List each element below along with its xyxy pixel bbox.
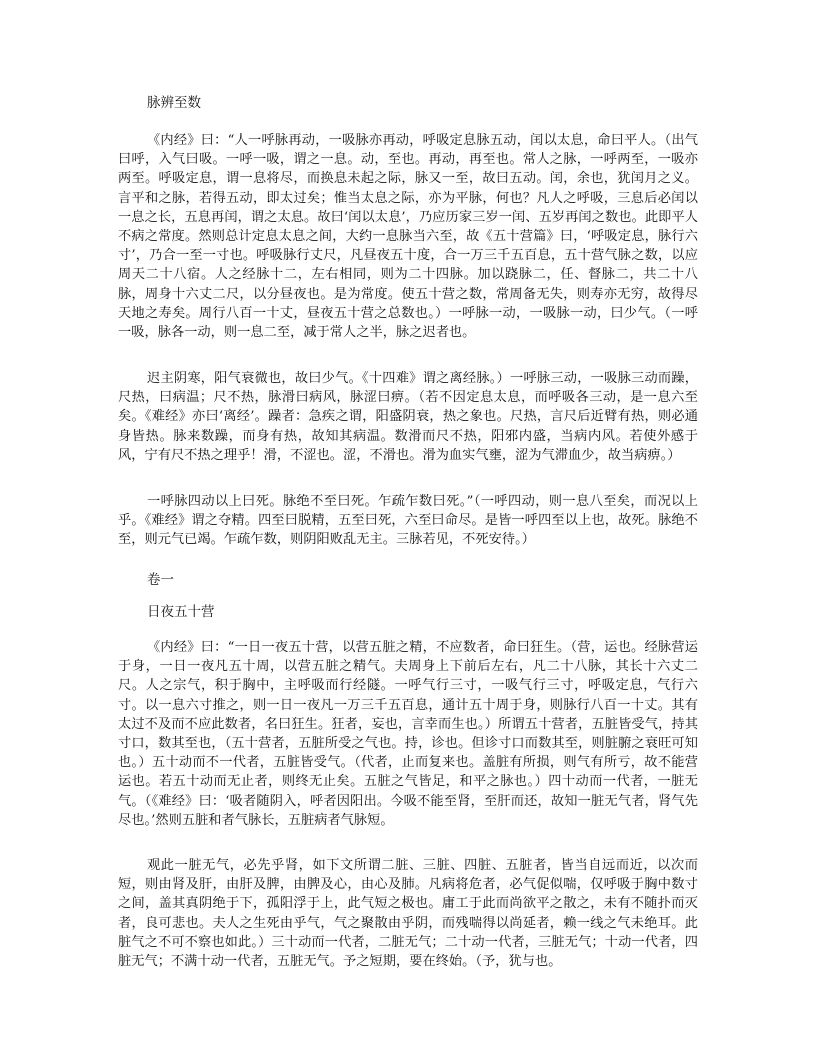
paragraph-3: 一呼脉四动以上曰死。脉绝不至曰死。乍疏乍数曰死。”（一呼四动，则一息八至矣，而况以上乎。《难经》谓之夺精。四至曰脱精，五至曰死，六至曰命尽。是皆一呼四至以上也，故死。脉绝不至，则元气已竭。乍疏乍数，则阴阳败乱无主。三脉若见，不死安待。）: [118, 494, 698, 548]
section-title-ri-ye: 日夜五十营: [147, 604, 215, 620]
volume-heading: 卷一: [147, 572, 174, 588]
paragraph-5: 观此一脏无气，必先乎肾，如下文所谓二脏、三脏、四脏、五脏者，皆当自远而近，以次而短，则由肾及肝，由肝及脾，由脾及心，由心及肺。凡病将危者，必气促似喘，仅呼吸于胸中数寸之间，盖其真阴绝于下，孤阳浮于上，此气短之极也。庸工于此而尚欲平之散之，未有不随扑而灭者，良可悲也。夫人之生死由乎气，气之聚散由乎阴，而残喘得以尚延者，赖一线之气未绝耳。此脏气之不可不察也如此。）三十动而一代者，二脏无气；二十动一代者，三脏无气；十动一代者，四脏无气；不满十动一代者，五脏无气。予之短期，要在终始。（予，犹与也。: [118, 858, 698, 970]
section-title-mai-bian: 脉辨至数: [147, 95, 201, 111]
paragraph-4: 《内经》曰：“一日一夜五十营，以营五脏之精，不应数者，命曰狂生。（营，运也。经脉营运于身，一日一夜凡五十周，以营五脏之精气。夫周身上下前后左右，凡二十八脉，其长十六丈二尺。人之宗气，积于胸中，主呼吸而行经隧。一呼气行三寸，一吸气行三寸，呼吸定息，气行六寸。以一息六寸推之，则一日一夜凡一万三千五百息，通计五十周于身，则脉行八百一十丈。其有太过不及而不应此数者，名曰狂生。狂者，妄也，言幸而生也。）所谓五十营者，五脏皆受气，持其寸口，数其至也，（五十营者，五脏所受之气也。持，诊也。但诊寸口而数其至，则脏腑之衰旺可知也。）五十动而不一代者，五脏皆受气。（代者，止而复来也。盖脏有所损，则气有所亏，故不能营运也。若五十动而无止者，则终无止矣。五脏之气皆足，和平之脉也。）四十动而一代者，一脏无气。（《难经》曰：‘吸者随阴入，呼者因阳出。今吸不能至肾，至肝而还，故知一脏无气者，肾气先尽也。’然则五脏和者气脉长，五脏病者气脉短。: [118, 640, 698, 828]
paragraph-1: 《内经》曰：“人一呼脉再动，一吸脉亦再动，呼吸定息脉五动，闰以太息，命曰平人。（出气曰呼，入气曰吸。一呼一吸，谓之一息。动，至也。再动，再至也。常人之脉，一呼两至，一吸亦两至。呼吸定息，谓一息将尽，而换息未起之际，脉又一至，故曰五动。闰，余也，犹闰月之义。言平和之脉，若得五动，即太过矣；惟当太息之际，亦为平脉，何也？凡人之呼吸，三息后必闰以一息之长，五息再闰，谓之太息。故曰‘闰以太息’，乃应历家三岁一闰、五岁再闰之数也。此即平人不病之常度。然则总计定息太息之间，大约一息脉当六至，故《五十营篇》曰，‘呼吸定息，脉行六寸’，乃合一至一寸也。呼吸脉行丈尺，凡昼夜五十度，合一万三千五百息，五十营气脉之数，以应周天二十八宿。人之经脉十二，左右相同，则为二十四脉。加以跷脉二，任、督脉二，共二十八脉，周身十六丈二尺，以分昼夜也。是为常度。使五十营之数，常周备无失，则寿亦无穷，故得尽天地之寿矣。周行八百一十丈，昼夜五十营之总数也。）一呼脉一动，一吸脉一动，曰少气。（一呼一吸，脉各一动，则一息二至，减于常人之半，脉之迟者也。: [118, 133, 698, 341]
paragraph-2: 迟主阴寒，阳气衰微也，故曰少气。《十四难》谓之离经脉。）一呼脉三动，一吸脉三动而躁，尺热，曰病温；尺不热，脉滑曰病风，脉涩曰痹。（若不因定息太息，而呼吸各三动，是一息六至矣。《难经》亦曰‘离经’。躁者：急疾之谓，阳盛阴衰，热之象也。尺热，言尺后近臂有热，则必通身皆热。脉来数躁，而身有热，故知其病温。数滑而尺不热，阳邪内盛，当病内风。若使外感于风，宁有尺不热之理乎！滑，不涩也。涩，不滑也。滑为血实气壅，涩为气滞血少，故当病痹。）: [118, 371, 698, 463]
